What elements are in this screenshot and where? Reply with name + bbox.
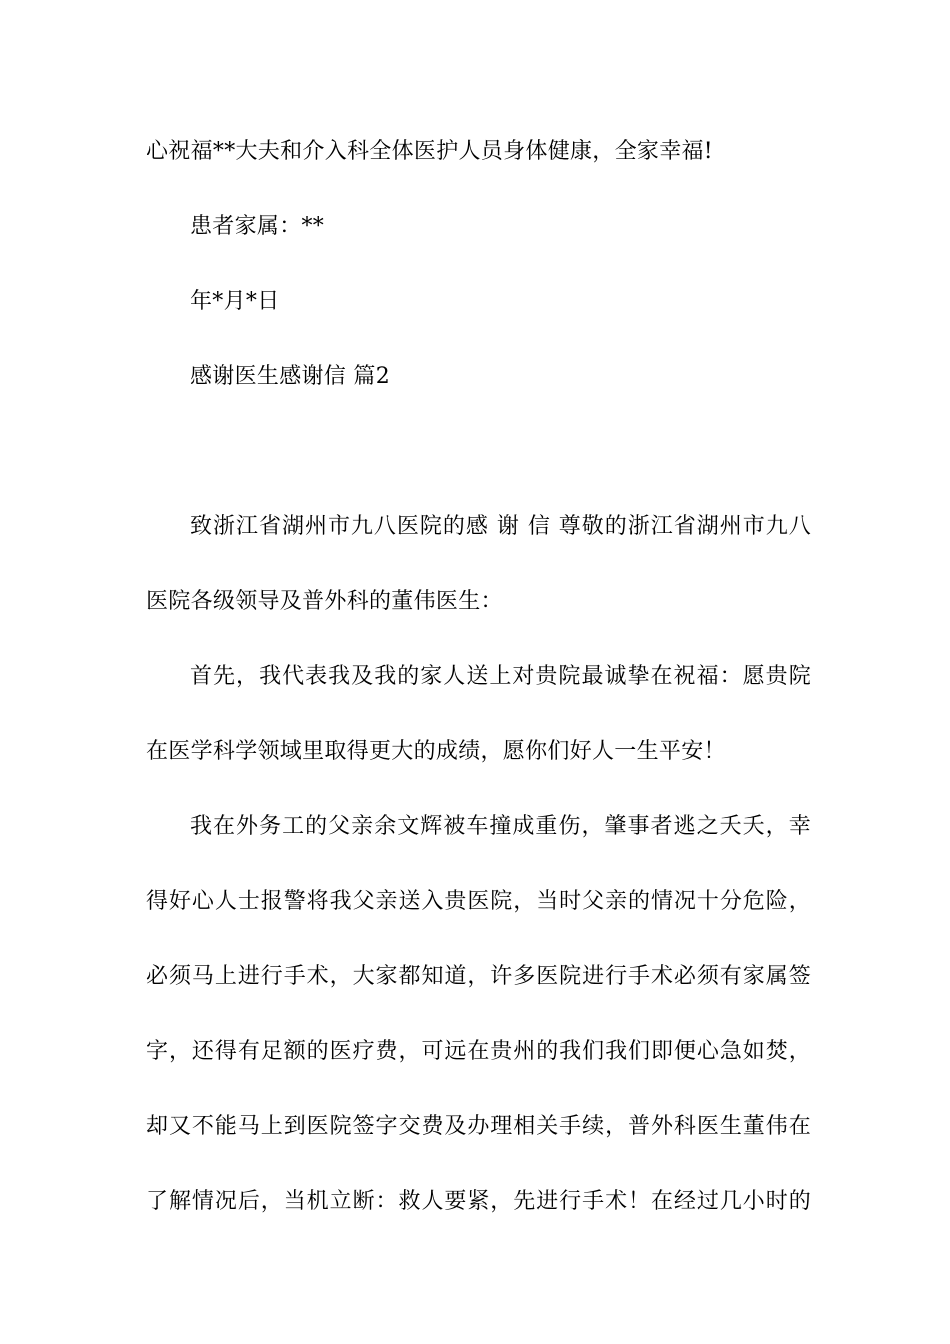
signature-family: 患者家属：** bbox=[190, 214, 325, 239]
letter-salutation: 医院各级领导及普外科的董伟医生： bbox=[146, 589, 503, 614]
paragraph-line: 在医学科学领域里取得更大的成绩，愿你们好人一生平安！ bbox=[146, 739, 726, 764]
signature-date: 年*月*日 bbox=[190, 289, 280, 314]
paragraph-line: 首先，我代表我及我的家人送上对贵院最诚挚在祝福：愿贵院 bbox=[190, 664, 811, 689]
paragraph-line: 却又不能马上到医院签字交费及办理相关手续，普外科医生董伟在 bbox=[146, 1114, 811, 1139]
paragraph-line: 我在外务工的父亲余文辉被车撞成重伤，肇事者逃之夭夭，幸 bbox=[190, 814, 811, 839]
closing-blessing-line: 心祝福**大夫和介入科全体医护人员身体健康，全家幸福! bbox=[146, 139, 713, 164]
paragraph-line: 了解情况后，当机立断：救人要紧，先进行手术！在经过几小时的 bbox=[146, 1189, 811, 1214]
paragraph-line: 必须马上进行手术，大家都知道，许多医院进行手术必须有家属签 bbox=[146, 964, 811, 989]
letter-title-line: 致浙江省湖州市九八医院的感 谢 信 尊敬的浙江省湖州市九八 bbox=[190, 514, 811, 539]
paragraph-line: 得好心人士报警将我父亲送入贵医院，当时父亲的情况十分危险， bbox=[146, 889, 811, 914]
paragraph-line: 字，还得有足额的医疗费，可远在贵州的我们我们即便心急如焚， bbox=[146, 1039, 811, 1064]
section-heading: 感谢医生感谢信 篇2 bbox=[190, 364, 390, 389]
